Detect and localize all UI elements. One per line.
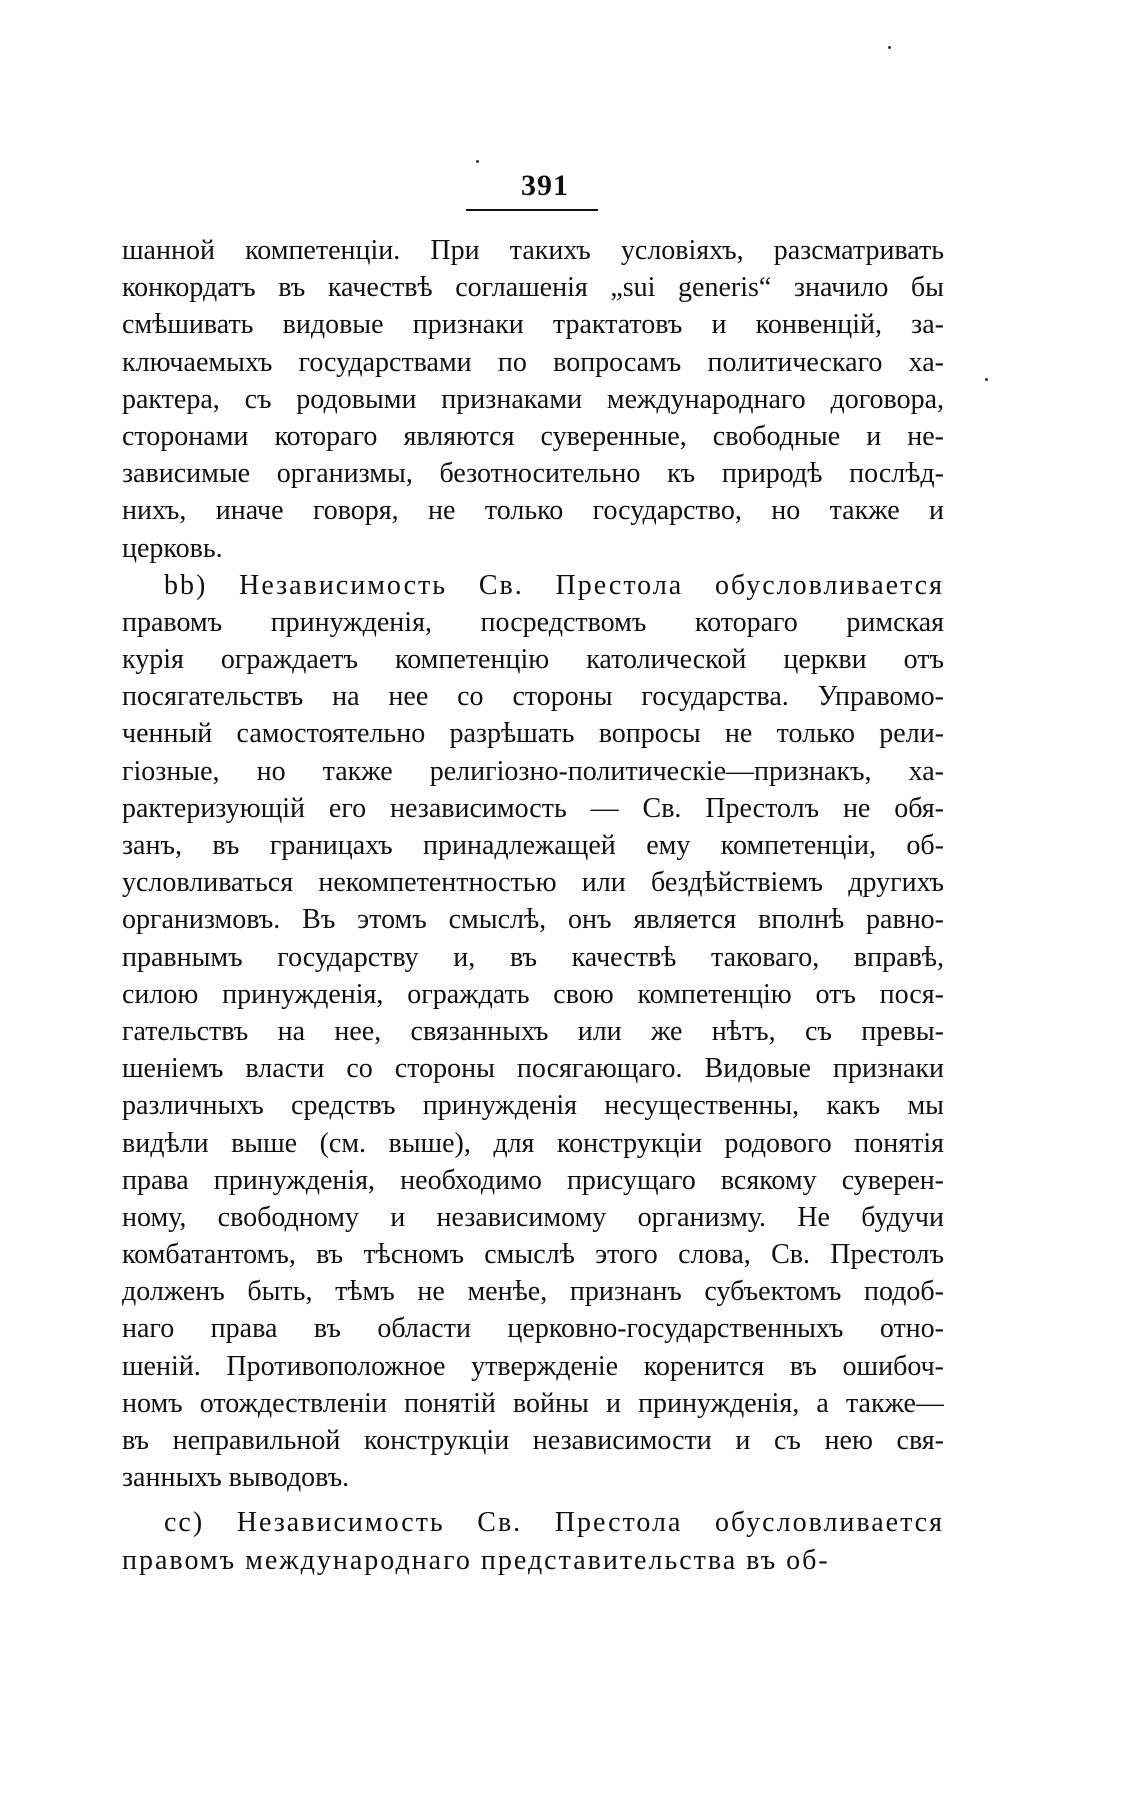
text-line: шанной компетенціи. При такихъ условіяхъ, разсматривать [122,235,944,266]
text-line: долженъ быть, тѣмъ не менѣе, признанъ субъектомъ подоб- [122,1276,944,1308]
text-line: ченный самостоятельно разрѣшать вопросы не только рели- [122,718,944,750]
text-line: bb) Независимость Св. Престола обусловливается [164,569,944,601]
text-line: гательствъ на нее, связанныхъ или же нѣтъ, съ превы- [122,1015,944,1047]
text-line: сторонами котораго являются суверенные, свободные и не- [122,420,944,452]
paragraph [122,1504,944,1578]
text-line: ному, свободному и независимому организму. Не будучи [122,1201,944,1233]
scan-speck [888,46,891,49]
text-line: правомъ принужденія, посредствомъ котораго римская [122,606,944,638]
text-line: правомъ международнаго представительства въ об- [122,1544,830,1576]
scan-speck [985,378,988,381]
header-rule [466,209,598,211]
paragraph [122,232,944,567]
text-line: занныхъ выводовъ. [122,1462,350,1494]
text-line: шеніемъ власти со стороны посягающаго. Видовые признаки [122,1053,944,1085]
text-line: комбатантомъ, въ тѣсномъ смыслѣ этого слова, Св. Престолъ [122,1239,944,1271]
text-line: въ неправильной конструкціи независимости и съ нею свя- [122,1425,944,1456]
text-line: ключаемыхъ государствами по вопросамъ политическаго ха- [122,346,944,378]
text-line: нихъ, иначе говоря, не только государство, но также и [122,495,944,527]
text-line: зависимые организмы, безотносительно къ природѣ послѣд- [122,458,944,490]
text-line: гіозные, но также религіозно-политическіе—признакъ, ха- [122,755,944,787]
text-line: видѣли выше (см. выше), для конструкціи родового понятія [122,1127,944,1159]
text-line: церковь. [122,532,223,564]
text-line: наго права въ области церковно-государственныхъ отно- [122,1313,944,1345]
text-line: условливаться некомпетентностью или бездѣйствіемъ другихъ [122,867,944,899]
body-text [122,232,944,1579]
text-line: различныхъ средствъ принужденія несущественны, какъ мы [122,1090,944,1122]
text-line: занъ, въ границахъ принадлежащей ему компетенціи, об- [122,830,944,861]
text-line: организмовъ. Въ этомъ смыслѣ, онъ является вполнѣ равно- [122,904,944,936]
text-line: шеній. Противоположное утвержденіе коренится въ ошибоч- [122,1350,944,1382]
text-line: смѣшивать видовые признаки трактатовъ и конвенцій, за- [122,309,944,341]
text-line: рактеризующій его независимость — Св. Престолъ не обя- [122,792,944,824]
text-line: номъ отождествленіи понятій войны и принужденія, а также— [122,1387,944,1419]
page-number: 391 [521,169,569,202]
text-line: посягательствъ на нее со стороны государства. Управомо- [122,681,944,713]
text-line: правнымъ государству и, въ качествѣ таковаго, вправѣ, [122,941,944,973]
scan-speck [476,160,479,163]
text-line: рактера, съ родовыми признаками международнаго договора, [122,383,944,415]
text-line: cc) Независимость Св. Престола обусловливается [164,1507,944,1539]
text-line: права принужденія, необходимо присущаго всякому суверен- [122,1164,944,1196]
text-line: силою принужденія, ограждать свою компетенцію отъ пося- [122,978,944,1010]
paragraph-gap [122,1496,944,1504]
text-line: курія ограждаетъ компетенцію католической церкви отъ [122,644,944,676]
paragraph [122,567,944,1497]
text-line: конкордатъ въ качествѣ соглашенія „sui generis“ значило бы [122,272,944,304]
